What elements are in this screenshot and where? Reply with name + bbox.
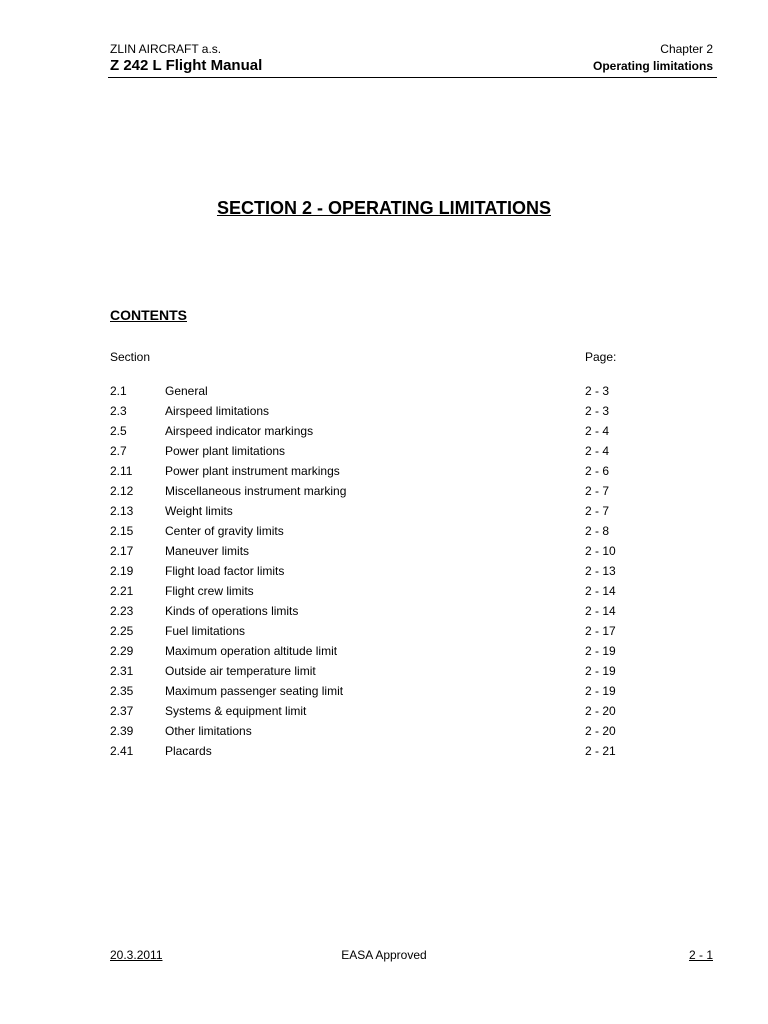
toc-section-number: 2.31 xyxy=(110,664,134,678)
toc-page-number: 2 - 21 xyxy=(585,744,616,758)
toc-row xyxy=(110,424,670,444)
toc-row xyxy=(110,544,670,564)
company-name: ZLIN AIRCRAFT a.s. xyxy=(110,42,222,56)
toc-section-title: Power plant instrument markings xyxy=(165,464,340,478)
toc-section-title: Flight crew limits xyxy=(165,584,254,598)
toc-section-number: 2.37 xyxy=(110,704,134,718)
toc-row xyxy=(110,604,670,624)
toc-section-number: 2.41 xyxy=(110,744,134,758)
toc-page-number: 2 - 14 xyxy=(585,604,616,618)
manual-title: Z 242 L Flight Manual xyxy=(110,57,263,74)
toc-section-number: 2.3 xyxy=(110,404,127,418)
toc-section-number: 2.25 xyxy=(110,624,134,638)
toc-section-title: Miscellaneous instrument marking xyxy=(165,484,347,498)
toc-row xyxy=(110,464,670,484)
toc-row xyxy=(110,684,670,704)
toc-section-number: 2.35 xyxy=(110,684,134,698)
toc-page-number: 2 - 7 xyxy=(585,484,610,498)
toc-page-number: 2 - 10 xyxy=(585,544,616,558)
toc-section-title: Placards xyxy=(165,744,212,758)
toc-section-title: Maximum operation altitude limit xyxy=(165,644,338,658)
toc-section-number: 2.17 xyxy=(110,544,134,558)
toc-section-number: 2.13 xyxy=(110,504,134,518)
toc-page-number: 2 - 17 xyxy=(585,624,616,638)
toc-section-title: General xyxy=(165,384,208,398)
toc-page-number: 2 - 19 xyxy=(585,684,616,698)
toc-section-title: Other limitations xyxy=(165,724,252,738)
toc-row xyxy=(110,704,670,724)
toc-row xyxy=(110,664,670,684)
toc-section-title: Airspeed limitations xyxy=(165,404,270,418)
toc-section-number: 2.7 xyxy=(110,444,127,458)
toc-section-number: 2.21 xyxy=(110,584,134,598)
toc-section-title: Maximum passenger seating limit xyxy=(165,684,344,698)
toc-row xyxy=(110,644,670,664)
toc-row xyxy=(110,384,670,404)
toc-page-number: 2 - 3 xyxy=(585,404,610,418)
section-title: SECTION 2 - OPERATING LIMITATIONS xyxy=(216,198,551,218)
toc-row xyxy=(110,584,670,604)
toc-section-number: 2.5 xyxy=(110,424,127,438)
toc-section-title: Power plant limitations xyxy=(165,444,286,458)
toc-section-number: 2.29 xyxy=(110,644,134,658)
toc-page-number: 2 - 20 xyxy=(585,704,616,718)
toc-section-title: Kinds of operations limits xyxy=(165,604,299,618)
toc-row xyxy=(110,524,670,544)
contents-heading: CONTENTS xyxy=(110,307,187,323)
header-divider xyxy=(108,77,717,78)
toc-page-number: 2 - 19 xyxy=(585,644,616,658)
toc-section-title: Airspeed indicator markings xyxy=(165,424,314,438)
footer-page-number: 2 - 1 xyxy=(688,948,713,962)
toc-section-number: 2.11 xyxy=(110,464,133,478)
toc-section-title: Systems & equipment limit xyxy=(165,704,307,718)
table-of-contents xyxy=(110,384,670,764)
toc-page-number: 2 - 4 xyxy=(585,444,610,458)
toc-row xyxy=(110,444,670,464)
chapter-title: Operating limitations xyxy=(592,59,713,73)
toc-section-title: Flight load factor limits xyxy=(165,564,285,578)
toc-section-number: 2.23 xyxy=(110,604,134,618)
toc-page-number: 2 - 4 xyxy=(585,424,610,438)
column-header-page: Page: xyxy=(585,350,617,364)
toc-page-number: 2 - 3 xyxy=(585,384,610,398)
toc-section-title: Maneuver limits xyxy=(165,544,250,558)
toc-section-number: 2.1 xyxy=(110,384,127,398)
toc-page-number: 2 - 14 xyxy=(585,584,616,598)
toc-page-number: 2 - 19 xyxy=(585,664,616,678)
toc-page-number: 2 - 6 xyxy=(585,464,610,478)
toc-page-number: 2 - 13 xyxy=(585,564,616,578)
toc-page-number: 2 - 7 xyxy=(585,504,610,518)
toc-page-number: 2 - 8 xyxy=(585,524,610,538)
toc-section-title: Weight limits xyxy=(165,504,233,518)
toc-row xyxy=(110,624,670,644)
toc-row xyxy=(110,564,670,584)
toc-section-number: 2.12 xyxy=(110,484,134,498)
column-header-section: Section xyxy=(110,350,151,364)
toc-section-title: Outside air temperature limit xyxy=(165,664,316,678)
toc-row xyxy=(110,404,670,424)
footer-date: 20.3.2011 xyxy=(110,948,163,962)
toc-section-number: 2.15 xyxy=(110,524,134,538)
toc-row xyxy=(110,744,670,764)
toc-row xyxy=(110,484,670,504)
toc-row xyxy=(110,724,670,744)
toc-section-number: 2.19 xyxy=(110,564,134,578)
toc-section-number: 2.39 xyxy=(110,724,134,738)
toc-page-number: 2 - 20 xyxy=(585,724,616,738)
chapter-label: Chapter 2 xyxy=(660,42,713,56)
toc-section-title: Center of gravity limits xyxy=(165,524,284,538)
footer-approval: EASA Approved xyxy=(341,948,427,962)
toc-section-title: Fuel limitations xyxy=(165,624,246,638)
toc-row xyxy=(110,504,670,524)
